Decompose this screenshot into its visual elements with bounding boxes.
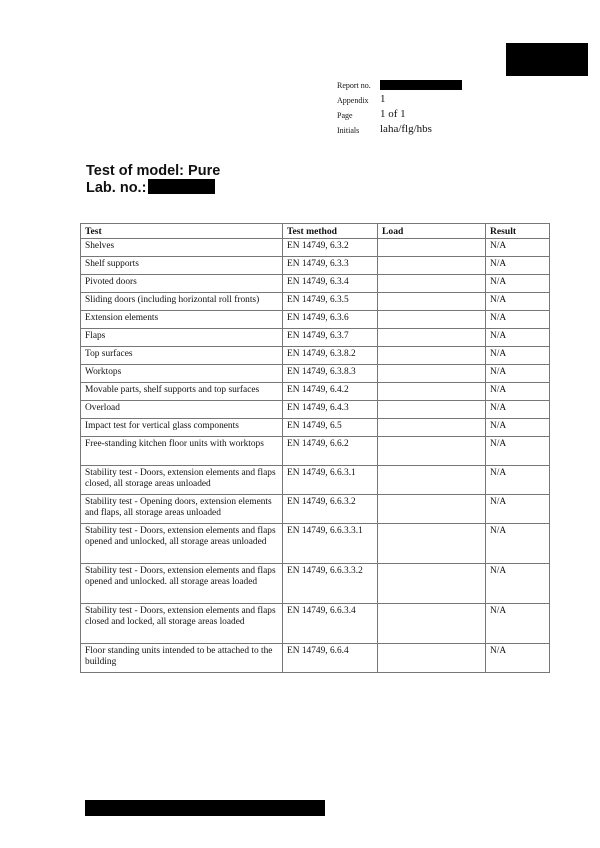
cell-load — [378, 275, 486, 293]
cell-test: Overload — [81, 401, 283, 419]
cell-test: Stability test - Doors, extension elements and flaps closed and locked, all storage areas loaded — [81, 604, 283, 644]
cell-load — [378, 293, 486, 311]
cell-load — [378, 383, 486, 401]
header-result: Result — [486, 224, 550, 239]
cell-load — [378, 524, 486, 564]
page-label: Page — [337, 111, 353, 120]
cell-result: N/A — [486, 329, 550, 347]
table-row — [81, 239, 550, 257]
cell-load — [378, 604, 486, 644]
table-row — [81, 383, 550, 401]
cell-test: Floor standing units intended to be attached to the building — [81, 644, 283, 673]
header-load: Load — [378, 224, 486, 239]
cell-method: EN 14749, 6.3.8.3 — [283, 365, 378, 383]
lab-no-label: Lab. no.: — [86, 180, 147, 196]
cell-method: EN 14749, 6.3.4 — [283, 275, 378, 293]
cell-result: N/A — [486, 524, 550, 564]
cell-method: EN 14749, 6.6.3.3.2 — [283, 564, 378, 604]
cell-result: N/A — [486, 293, 550, 311]
cell-result: N/A — [486, 383, 550, 401]
cell-method: EN 14749, 6.3.2 — [283, 239, 378, 257]
table-row — [81, 329, 550, 347]
cell-test: Shelves — [81, 239, 283, 257]
lab-no-line — [86, 179, 215, 197]
table-row — [81, 466, 550, 495]
table-row — [81, 419, 550, 437]
cell-result: N/A — [486, 437, 550, 466]
cell-load — [378, 329, 486, 347]
cell-test: Stability test - Doors, extension elements and flaps closed, all storage areas unloaded — [81, 466, 283, 495]
table-row — [81, 293, 550, 311]
cell-test: Extension elements — [81, 311, 283, 329]
cell-method: EN 14749, 6.3.8.2 — [283, 347, 378, 365]
cell-result: N/A — [486, 564, 550, 604]
cell-method: EN 14749, 6.3.3 — [283, 257, 378, 275]
cell-method: EN 14749, 6.3.7 — [283, 329, 378, 347]
cell-result: N/A — [486, 644, 550, 673]
table-header-row — [81, 224, 550, 239]
cell-test: Stability test - Doors, extension elements and flaps opened and unlocked. all storage areas loaded — [81, 564, 283, 604]
cell-load — [378, 257, 486, 275]
cell-load — [378, 644, 486, 673]
cell-test: Impact test for vertical glass components — [81, 419, 283, 437]
table-row — [81, 644, 550, 673]
cell-method: EN 14749, 6.4.3 — [283, 401, 378, 419]
cell-load — [378, 564, 486, 604]
cell-test: Shelf supports — [81, 257, 283, 275]
cell-result: N/A — [486, 495, 550, 524]
initials-label: Initials — [337, 126, 360, 135]
appendix-value: 1 — [380, 93, 386, 105]
cell-result: N/A — [486, 257, 550, 275]
table-row — [81, 275, 550, 293]
test-results-table — [80, 223, 550, 673]
cell-test: Worktops — [81, 365, 283, 383]
cell-method: EN 14749, 6.3.6 — [283, 311, 378, 329]
cell-method: EN 14749, 6.6.3.2 — [283, 495, 378, 524]
report-no-label: Report no. — [337, 81, 371, 90]
cell-test: Top surfaces — [81, 347, 283, 365]
cell-method: EN 14749, 6.6.3.3.1 — [283, 524, 378, 564]
cell-test: Flaps — [81, 329, 283, 347]
cell-result: N/A — [486, 365, 550, 383]
table-row — [81, 524, 550, 564]
cell-result: N/A — [486, 347, 550, 365]
cell-result: N/A — [486, 604, 550, 644]
cell-test: Free-standing kitchen floor units with worktops — [81, 437, 283, 466]
cell-load — [378, 239, 486, 257]
header-test: Test — [81, 224, 283, 239]
page-value: 1 of 1 — [380, 108, 406, 120]
cell-method: EN 14749, 6.5 — [283, 419, 378, 437]
cell-load — [378, 401, 486, 419]
redacted-lab-no — [148, 179, 215, 194]
cell-load — [378, 466, 486, 495]
initials-value: laha/flg/hbs — [380, 123, 432, 135]
table-row — [81, 401, 550, 419]
redacted-footer-block — [85, 800, 325, 816]
cell-load — [378, 419, 486, 437]
cell-method: EN 14749, 6.4.2 — [283, 383, 378, 401]
redacted-report-no — [380, 80, 462, 90]
table-row — [81, 437, 550, 466]
cell-method: EN 14749, 6.3.5 — [283, 293, 378, 311]
appendix-label: Appendix — [337, 96, 369, 105]
cell-test: Pivoted doors — [81, 275, 283, 293]
cell-result: N/A — [486, 311, 550, 329]
table-row — [81, 604, 550, 644]
redacted-logo-block — [506, 43, 588, 76]
cell-result: N/A — [486, 419, 550, 437]
cell-method: EN 14749, 6.6.3.4 — [283, 604, 378, 644]
cell-load — [378, 437, 486, 466]
cell-method: EN 14749, 6.6.2 — [283, 437, 378, 466]
cell-test: Movable parts, shelf supports and top surfaces — [81, 383, 283, 401]
table-row — [81, 347, 550, 365]
cell-method: EN 14749, 6.6.3.1 — [283, 466, 378, 495]
cell-method: EN 14749, 6.6.4 — [283, 644, 378, 673]
cell-result: N/A — [486, 239, 550, 257]
cell-result: N/A — [486, 466, 550, 495]
cell-test: Stability test - Opening doors, extension elements and flaps, all storage areas unloaded — [81, 495, 283, 524]
table-row — [81, 365, 550, 383]
header-test-method: Test method — [283, 224, 378, 239]
cell-test: Stability test - Doors, extension elements and flaps opened and unlocked, all storage areas unloaded — [81, 524, 283, 564]
cell-load — [378, 365, 486, 383]
cell-load — [378, 311, 486, 329]
cell-load — [378, 347, 486, 365]
cell-test: Sliding doors (including horizontal roll fronts) — [81, 293, 283, 311]
page-title: Test of model: Pure — [86, 163, 221, 179]
table-row — [81, 564, 550, 604]
cell-load — [378, 495, 486, 524]
cell-result: N/A — [486, 401, 550, 419]
table-row — [81, 257, 550, 275]
table-row — [81, 495, 550, 524]
cell-result: N/A — [486, 275, 550, 293]
table-row — [81, 311, 550, 329]
